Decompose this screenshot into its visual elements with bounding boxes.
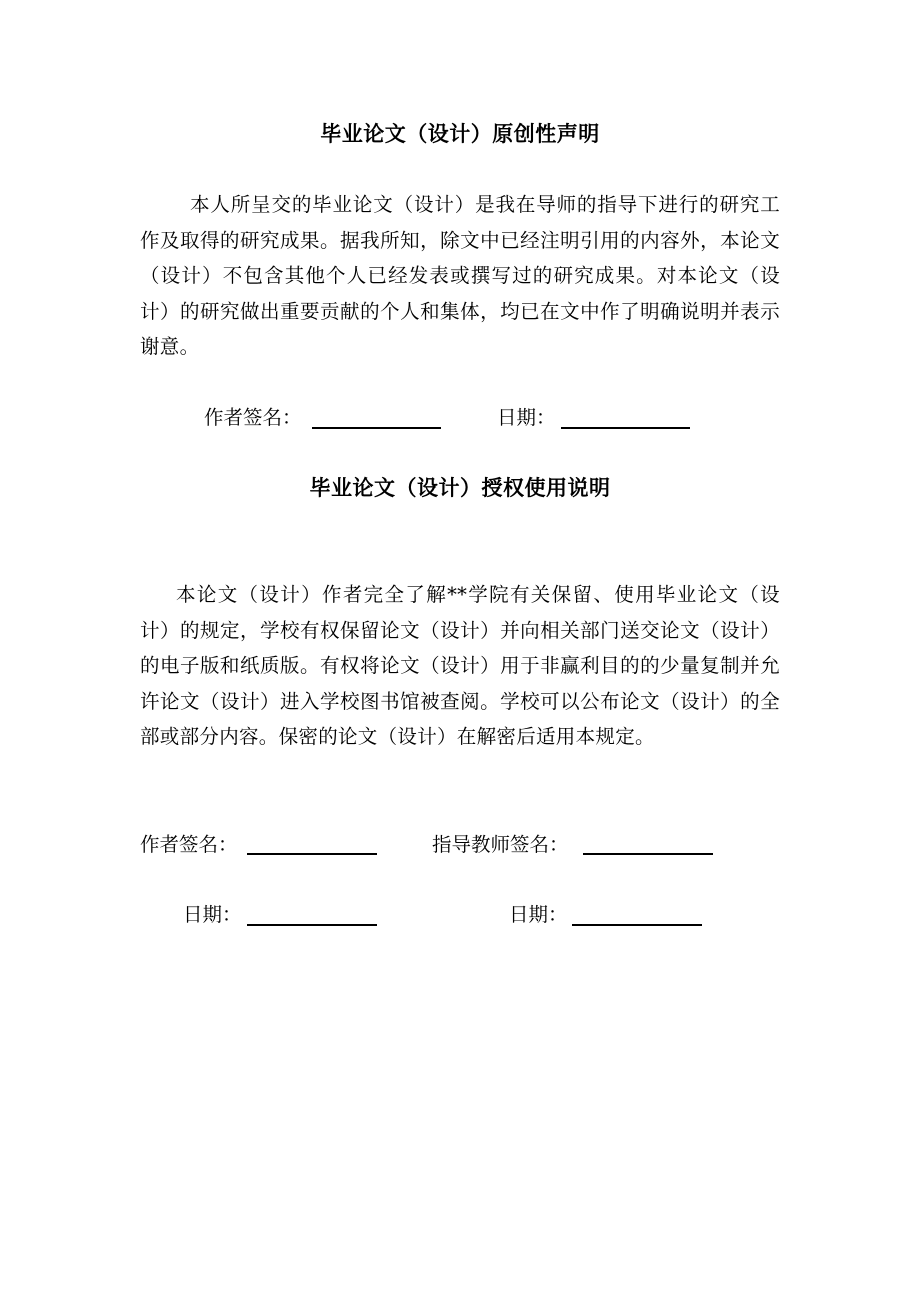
authorization-advisor-signature-label: 指导教师签名：: [432, 833, 569, 856]
authorization-body: 本论文（设计）作者完全了解**学院有关保留、使用毕业论文（设计）的规定，学校有权保留论文（设计）并向相关部门送交论文（设计）的电子版和纸质版。有权将论文（设计）用于非赢利目的的少量复制并允许论文（设计）进入学校图书馆被查阅。学校可以公布论文（设计）的全部或部分内容。保密的论文（设计）在解密后适用本规定。: [140, 583, 780, 748]
authorization-advisor-signature-line[interactable]: [583, 853, 713, 855]
declaration-author-signature-label: 作者签名：: [204, 406, 302, 429]
authorization-advisor-date-line[interactable]: [572, 924, 702, 926]
declaration-date-label: 日期：: [497, 406, 556, 429]
declaration-author-signature-line[interactable]: [312, 427, 441, 429]
authorization-title: 毕业论文（设计）授权使用说明: [309, 475, 611, 500]
authorization-author-signature-line[interactable]: [247, 853, 377, 855]
authorization-advisor-date-label: 日期：: [509, 903, 568, 926]
declaration-date-line[interactable]: [561, 427, 690, 429]
declaration-body: 本人所呈交的毕业论文（设计）是我在导师的指导下进行的研究工作及取得的研究成果。据我所知，除文中已经注明引用的内容外，本论文（设计）不包含其他个人已经发表或撰写过的研究成果。对本论文（设计）的研究做出重要贡献的个人和集体，均已在文中作了明确说明并表示谢意。: [140, 193, 780, 358]
authorization-author-signature-label: 作者签名：: [140, 833, 238, 856]
authorization-author-date-label: 日期：: [183, 903, 242, 926]
declaration-title: 毕业论文（设计）原创性声明: [320, 121, 600, 146]
authorization-author-date-line[interactable]: [247, 924, 377, 926]
